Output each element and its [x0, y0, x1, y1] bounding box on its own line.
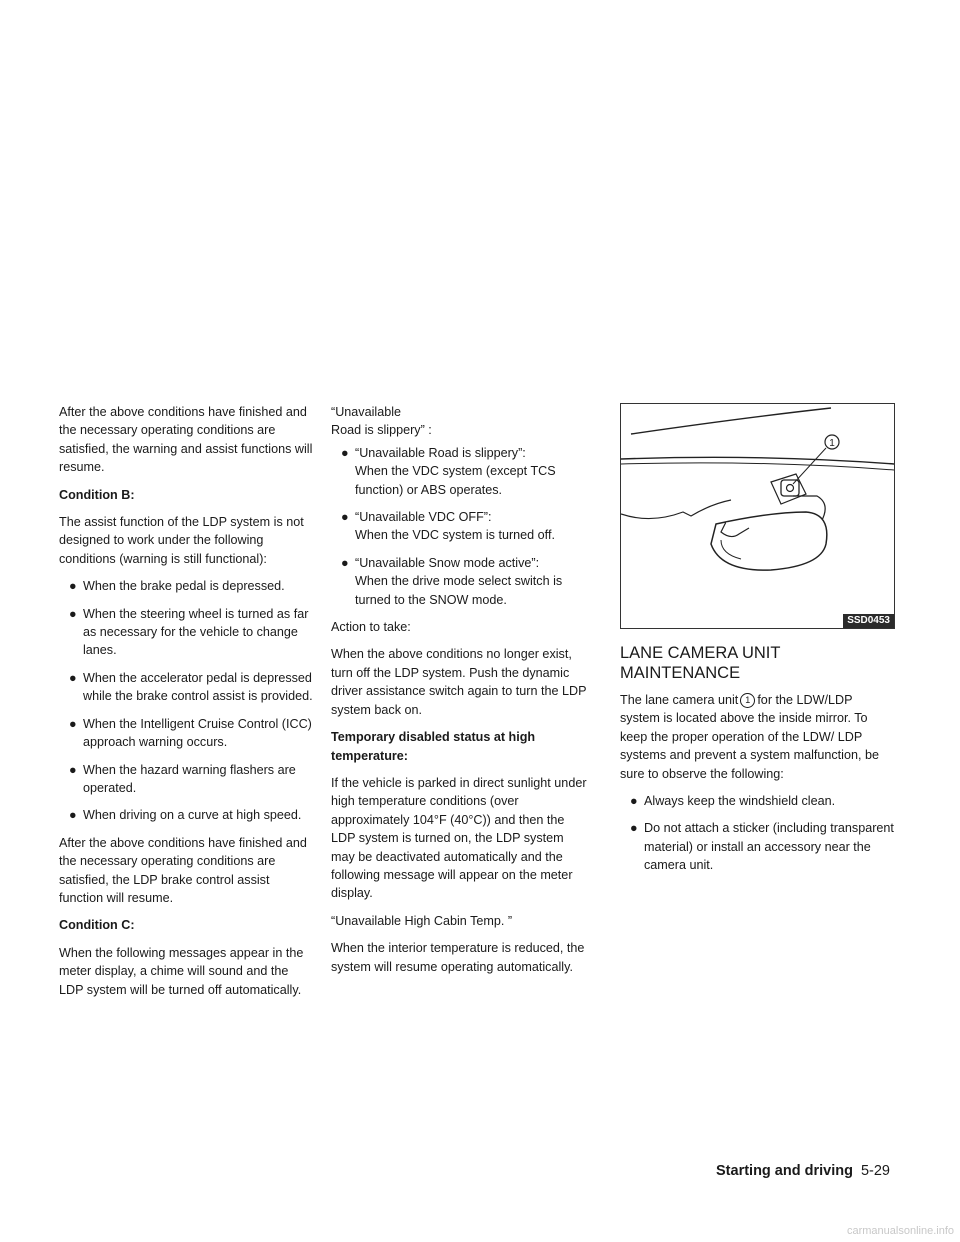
action-paragraph: When the above conditions no longer exist, turn off the LDP system. Push the dynamic driver assistance switch again to turn the LDP system back on.	[331, 647, 587, 717]
column-right	[620, 403, 895, 884]
condition-b-intro: The assist function of the LDP system is not designed to work under the following conditions (warning is still functional):	[59, 515, 304, 566]
condition-b-list	[59, 577, 315, 824]
brake-resume-paragraph: After the above conditions have finished and the necessary operating conditions are satisfied, the LDP brake control assist function will resume.	[59, 835, 307, 905]
list-item: ● Do not attach a sticker (including transparent material) or install an accessory near the camera unit.	[630, 821, 894, 873]
watermark: carmanualsonline.info	[846, 1225, 954, 1237]
footer-section: Starting and driving	[716, 1163, 853, 1179]
bullet-icon: ●	[69, 606, 77, 621]
bullet-icon: ●	[341, 555, 349, 570]
bullet-icon: ●	[341, 510, 349, 525]
bullet-icon: ●	[69, 579, 77, 594]
temperature-paragraph: If the vehicle is parked in direct sunlight under high temperature conditions (over approximately 104°F (40°C)) and then the LDP system is turned on, the LDP system may be deactivated automatically and the following message will appear on the meter display.	[331, 775, 587, 901]
condition-b-heading: Condition B:	[59, 487, 135, 502]
maintenance-intro: The lane camera unit 1 for the LDW/LDP system is located above the inside mirror. To keep the proper operation of the LDW/ LDP systems and prevent a system malfunction, be sure to observe the following:	[620, 693, 879, 781]
bullet-icon: ●	[69, 670, 77, 685]
list-item: ● When the steering wheel is turned as far as necessary for the vehicle to change lanes.	[69, 606, 309, 658]
message-heading: “Unavailable Road is slippery” :	[331, 405, 432, 438]
list-item: ● Always keep the windshield clean.	[620, 792, 895, 810]
list-item: ● “Unavailable VDC OFF”: When the VDC system is turned off.	[341, 510, 555, 543]
page-footer	[716, 1162, 890, 1180]
list-item: ● When driving on a curve at high speed.	[59, 806, 315, 824]
bullet-icon: ●	[341, 445, 349, 460]
section-title: LANE CAMERA UNIT MAINTENANCE	[620, 644, 781, 682]
list-item: ● “Unavailable Snow mode active”: When the drive mode select switch is turned to the SNOW mode.	[341, 555, 563, 607]
figure-callout: 1	[829, 438, 835, 449]
figure-code: SSD0453	[843, 614, 894, 628]
page-number: 5-29	[860, 1163, 890, 1179]
list-item: ● “Unavailable Road is slippery”: When the VDC system (except TCS function) or ABS operates.	[341, 445, 556, 497]
condition-c-heading: Condition C:	[59, 918, 135, 933]
callout-marker: 1	[740, 693, 755, 708]
temperature-resume: When the interior temperature is reduced, the system will resume operating automatically.	[331, 941, 585, 974]
temperature-message: “Unavailable High Cabin Temp. ”	[331, 913, 513, 928]
camera-figure	[620, 403, 895, 629]
list-item: ● When the hazard warning flashers are operated.	[69, 762, 296, 795]
bullet-icon: ●	[630, 794, 638, 809]
resume-paragraph: After the above conditions have finished and the necessary operating conditions are satisfied, the warning and assist functions will resume.	[59, 405, 313, 475]
bullet-icon: ●	[630, 821, 638, 836]
camera-illustration	[621, 404, 894, 628]
list-item: ● When the Intelligent Cruise Control (ICC) approach warning occurs.	[69, 716, 312, 750]
condition-c-intro: When the following messages appear in the meter display, a chime will sound and the LDP system will be turned off automatically.	[59, 945, 304, 997]
column-middle	[331, 403, 587, 985]
list-item: ● When the brake pedal is depressed.	[59, 577, 315, 595]
bullet-icon: ●	[69, 716, 77, 731]
column-left	[59, 403, 315, 1008]
temperature-heading: Temporary disabled status at high temperature:	[331, 730, 536, 763]
action-heading: Action to take:	[331, 620, 411, 635]
bullet-icon: ●	[69, 808, 77, 823]
list-item: ● When the accelerator pedal is depressed while the brake control assist is provided.	[69, 670, 313, 704]
bullet-icon: ●	[69, 762, 77, 777]
